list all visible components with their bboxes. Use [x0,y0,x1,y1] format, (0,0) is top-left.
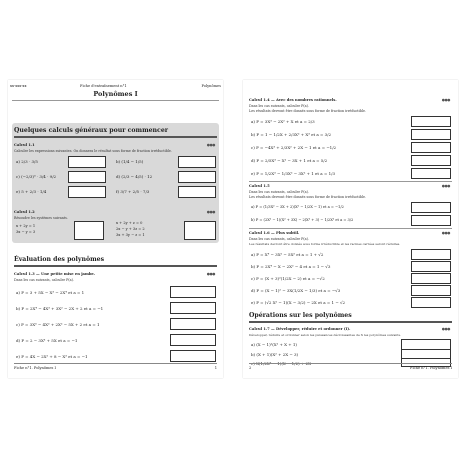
header-left: xx-xxx-xx [10,84,27,88]
calc-item: c) P = −4X³ + 2/3X² + 2X − 1 et a = −1/2 [251,145,337,150]
answer-box[interactable] [411,273,451,284]
answer-box[interactable] [411,261,451,272]
system-b-eq3: 3x + 3y − z = 1 [116,233,145,237]
difficulty-dots: ●●● [441,231,450,235]
calc-intro-2: Les résultats devront être donnés sous forme de fraction irréductible. [249,195,366,199]
difficulty-dots: ●●● [206,272,215,276]
calc-item: e) 5 + 2/3 · 1/4 [16,189,47,194]
calc-item: a) P = 3X³ − 2X² + X et a = 2/3 [251,119,315,124]
calc-item: e) P = 4X − 2X² + 8 − X³ et a = −1 [16,354,88,359]
calc-item: d) P = (X − 1)² − 3X(1/2X − 1/3) et a = −√3 [251,288,341,293]
answer-box[interactable] [411,142,451,153]
section-bar [14,265,217,267]
calc-item: d) P = 2 − 3X³ + 5X et a = −1 [16,338,78,343]
calc-item: b) (X + 1)(X² + 2X − 3) [251,352,299,357]
calc-item: c) (−2/3)³ · 3/4 · 9/2 [16,174,57,179]
section-title: Quelques calculs généraux pour commencer [14,127,169,134]
system-a-eq1: x + 2y = 1 [16,224,36,228]
answer-box[interactable] [411,202,451,213]
answer-box[interactable] [184,221,216,240]
section-title: Évaluation des polynômes [14,256,105,263]
answer-box[interactable] [170,350,216,362]
calc-title: Calcul 1.1 [14,143,35,147]
difficulty-dots: ●●● [206,210,215,214]
calc-item: c) P = 3X³ − 4X² + 2X² − 5X + 2 et a = 1 [16,322,100,327]
header-center: Fiche d'entraînement n°1 [80,84,127,88]
difficulty-dots: ●●● [441,184,450,188]
answer-box[interactable] [411,168,451,179]
calc-item: b) P = (2X² − 1)(X² + 3X) − 2(X² + 3) − 1/2X² et a = 3/2 [251,218,354,222]
calc-item: e) P = (√2 X² − 1)(X − 3/2) − 2X et a = 1 − √2 [251,300,346,305]
calc-title: Calcul 1.4 — Avec des nombres rationnels. [249,98,337,102]
calc-intro-2: Les résultats devront être donnés sous forme de fraction irréductible. [249,109,366,113]
difficulty-dots: ●●● [206,143,215,147]
calc-item: c) P = (X + 3)²(1/2X − 2) et a = −√2 [251,276,325,281]
calc-item: a) P = 3 + 5X − X³ − 2X⁴ et a = 1 [16,290,85,295]
calc-item: a) P = X⁴ − 3X² − 5X² et a = 1 + √2 [251,252,324,257]
page-number: 1 [214,366,217,370]
answer-box[interactable] [178,171,216,183]
footer-right: Fiche n°1. Polynômes I [410,366,452,370]
answer-box[interactable] [178,156,216,168]
page-footer [14,366,217,372]
calc-item: b) P = 2X⁴ − 4X³ + 3X² − 2X + 2 et a = −1 [16,306,104,311]
answer-box[interactable] [411,297,451,308]
calc-title: Calcul 1.2 [14,210,35,214]
page-number: 2 [249,366,252,370]
answer-box[interactable] [411,155,451,166]
answer-box[interactable] [170,318,216,330]
calc-item: a) (X − 1)²(X² + X + 1) [251,342,297,347]
calc-intro: Dans les cas suivants, calculer P(a). [249,190,309,194]
calc-title: Calcul 1.6 — Plus subtil. [249,231,300,235]
answer-box[interactable] [411,285,451,296]
system-b-eq2: 2x − y + 3z = 2 [116,227,145,231]
calc-item: a) P = (1/3X² − 3X + 2)(X² − 1/2X − 1) et a = −1/2 [251,205,344,209]
difficulty-dots: ●●● [441,327,450,331]
page-footer [249,366,452,372]
difficulty-dots: ●●● [441,98,450,102]
answer-box[interactable] [411,116,451,127]
left-page [8,80,223,378]
calc-title: Calcul 1.5 [249,184,270,188]
answer-box[interactable] [411,215,451,226]
answer-box[interactable] [411,249,451,260]
calc-item: a) 2/3 · 3/5 [16,159,38,164]
document-title: Polynômes I [93,90,138,98]
section-bar [14,136,217,138]
answer-box[interactable] [411,129,451,140]
calc-title: Calcul 1.7 — Développer, réduire et ordonner (I). [249,327,351,331]
calc-intro: Dans les cas suivants, calculer P(a). [249,237,309,241]
calc-item: f) 3/7 + 2/5 · 7/3 [116,189,150,194]
system-a-eq2: 3x − y = 3 [16,230,36,234]
calc-item: d) (2/3 − 4/5) · 12 [116,174,153,179]
answer-box[interactable] [178,186,216,198]
section-bar [249,321,452,323]
answer-box[interactable] [170,302,216,314]
header-right: Polynômes [201,84,221,88]
calc-intro: Dans les cas suivants, calculer P(a). [14,278,74,282]
calc-intro: Calculer les expressions suivantes. On donnera le résultat sous forme de fraction irréductible. [14,149,172,153]
answer-box[interactable] [74,221,104,240]
calc-item: b) P = 2X⁴ − X − 2X² − 4 et a = 1 − √3 [251,264,331,269]
calc-item: c) X(1/2X³ − 1)(X − 1/2) + 2X [251,361,311,366]
calc-intro: Développer, réduire et ordonner selon les puissances décroissantes de X les polynômes suivants. [249,333,402,337]
answer-box[interactable] [68,156,106,168]
answer-box[interactable] [170,334,216,346]
section-title: Opérations sur les polynômes [249,312,352,319]
calc-item: b) (1/4 − 1/5) [116,159,144,164]
answer-box[interactable] [68,186,106,198]
right-page [243,80,458,378]
calc-item: d) P = 2/5X³ − X² − 3X + 1 et a = 5/2 [251,158,328,163]
calc-item: b) P = 1 − 1/2X + 2/3X² + X³ et a = 3/2 [251,132,332,137]
divider [249,181,452,182]
calc-title: Calcul 1.3 — Une petite mise en jambe. [14,272,96,276]
footer-left: Fiche n°1. Polynômes I [14,366,56,370]
system-b-eq1: x + 2y + z = 0 [116,221,143,225]
divider [249,228,452,229]
calc-intro: Dans les cas suivants, calculer P(a). [249,104,309,108]
calc-intro: Résoudre les systèmes suivants. [14,216,68,220]
answer-box[interactable] [170,286,216,298]
calc-item: e) P = 1/2X³ − 1/3X² − 3X² + 1 et a = 1/3 [251,171,336,176]
answer-box[interactable] [68,171,106,183]
header-rule [12,100,219,101]
calc-intro-2: Les résultats devront être donnés sous forme irréductible et les racines carrées seront réduites. [249,242,401,246]
